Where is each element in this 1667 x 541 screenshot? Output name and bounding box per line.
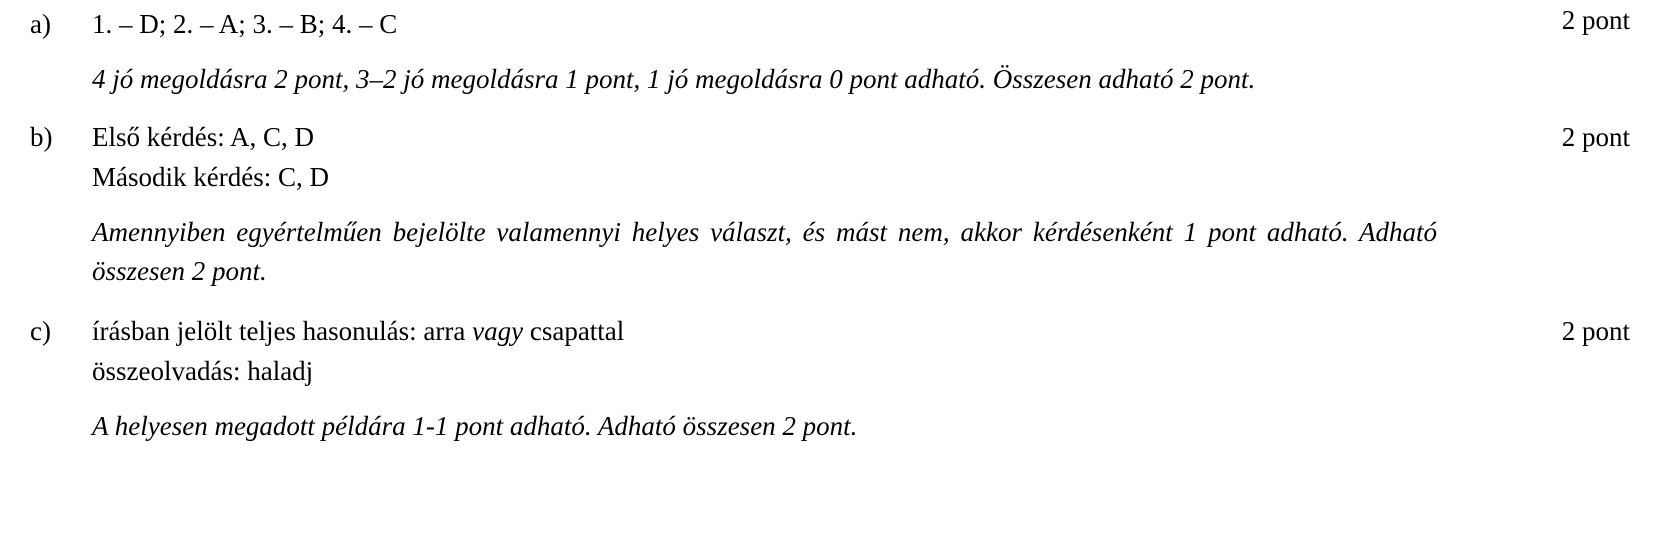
section-a-body <box>92 4 1437 99</box>
section-c-line1-pre: írásban jelölt teljes hasonulás: arra <box>92 316 473 346</box>
section-c-line1-italic: vagy <box>472 316 524 346</box>
section-b-points: 2 pont <box>1561 122 1630 152</box>
spacer-after-b <box>0 291 1667 311</box>
section-b-note: Amennyiben egyértelműen bejelölte valamennyi helyes választ, és mást nem, akkor kérdésenként 1 pont adható. Adható összesen 2 pont. <box>92 217 1437 286</box>
section-c-note: A helyesen megadott példára 1-1 pont adható. Adható összesen 2 pont. <box>92 411 858 441</box>
section-b-answer-line-1: Első kérdés: A, C, D <box>92 122 314 152</box>
section-b-body <box>92 117 1437 291</box>
section-b <box>0 117 1667 291</box>
section-b-marker: b) <box>30 122 53 152</box>
section-a-note: 4 jó megoldásra 2 pont, 3–2 jó megoldásra 1 pont, 1 jó megoldásra 0 pont adható. Összesen adható 2 pont. <box>92 64 1256 94</box>
section-a-marker: a) <box>30 9 51 39</box>
section-c-body <box>92 311 1437 446</box>
section-a-answer-line: 1. – D; 2. – A; 3. – B; 4. – C <box>92 9 398 39</box>
section-c-answer-line-1 <box>92 311 1437 351</box>
section-c-answer-line-2: összeolvadás: haladj <box>92 356 314 386</box>
section-a <box>0 0 1667 99</box>
section-a-points: 2 pont <box>1561 5 1630 35</box>
section-c-points: 2 pont <box>1561 316 1630 346</box>
spacer-after-a <box>0 99 1667 117</box>
section-c <box>0 311 1667 446</box>
section-c-marker: c) <box>30 316 51 346</box>
section-c-line1-post: csapattal <box>523 316 625 346</box>
section-b-answer-line-2: Második kérdés: C, D <box>92 162 329 192</box>
